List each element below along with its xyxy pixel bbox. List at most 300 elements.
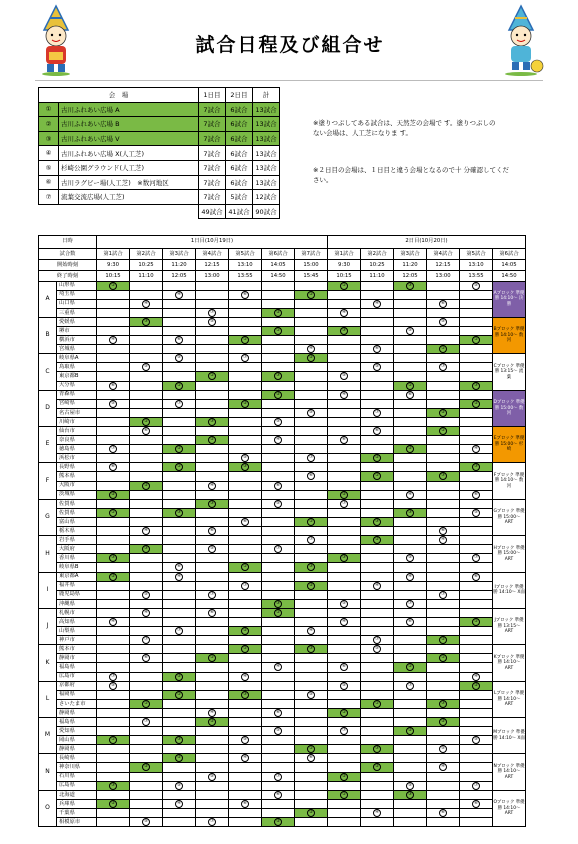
match-cell	[394, 536, 427, 545]
start-time: 11:20	[394, 259, 427, 270]
match-cell	[427, 363, 460, 372]
end-time: 10:15	[328, 270, 361, 281]
venue-marker: ⑤	[143, 819, 149, 825]
team-name: 北海道	[57, 790, 97, 799]
group-letter: H	[39, 536, 57, 572]
match-cell	[295, 536, 328, 545]
venue-marker: ⑦	[473, 555, 479, 561]
match-cell	[262, 463, 295, 472]
match-cell	[295, 317, 328, 326]
match-cell	[427, 745, 460, 754]
match-cell	[130, 636, 163, 645]
team-name: 愛媛県	[57, 317, 97, 326]
match-cell	[295, 818, 328, 827]
venue-marker: ①	[143, 700, 149, 706]
venue-marker: ④	[308, 346, 314, 352]
venue-marker: ②	[473, 682, 479, 688]
match-cell	[196, 663, 229, 672]
match-cell	[460, 699, 493, 708]
venue-marker: ③	[275, 373, 281, 379]
venue-marker: ⑤	[176, 782, 182, 788]
team-row	[39, 572, 526, 581]
team-name: 茨城県	[57, 490, 97, 499]
match-cell	[295, 617, 328, 626]
team-name: 奈良県	[57, 436, 97, 445]
venue-marker: ⑦	[374, 637, 380, 643]
end-time-row-label: 終了時刻	[39, 270, 97, 281]
venue-marker: ②	[440, 637, 446, 643]
team-row	[39, 527, 526, 536]
match-cell	[460, 772, 493, 781]
match-cell	[163, 308, 196, 317]
team-name: 熊本県	[57, 472, 97, 481]
match-label: 第6試合	[493, 248, 526, 259]
match-cell	[97, 727, 130, 736]
team-name: 岐阜県B	[57, 563, 97, 572]
match-cell	[262, 336, 295, 345]
match-cell	[328, 654, 361, 663]
match-cell	[394, 326, 427, 335]
match-cell	[460, 654, 493, 663]
match-cell	[295, 427, 328, 436]
venue-marker: ⑤	[308, 409, 314, 415]
match-cell	[361, 545, 394, 554]
match-cell	[130, 354, 163, 363]
match-cell	[460, 345, 493, 354]
match-cell	[394, 308, 427, 317]
venue-marker: ④	[110, 618, 116, 624]
match-cell	[328, 736, 361, 745]
team-row	[39, 481, 526, 490]
match-cell	[163, 636, 196, 645]
match-cell	[196, 781, 229, 790]
match-label: 第6試合	[262, 248, 295, 259]
venue-marker: ②	[374, 764, 380, 770]
team-row	[39, 608, 526, 617]
match-cell	[427, 536, 460, 545]
match-cell	[361, 472, 394, 481]
match-cell	[427, 427, 460, 436]
team-name: さいたま市	[57, 699, 97, 708]
match-cell	[130, 545, 163, 554]
match-cell	[361, 490, 394, 499]
match-cell	[394, 736, 427, 745]
match-cell	[97, 381, 130, 390]
match-cell	[427, 690, 460, 699]
venue-day1-count: 7試合	[199, 146, 226, 161]
match-cell	[163, 317, 196, 326]
match-cell	[97, 799, 130, 808]
team-row	[39, 445, 526, 454]
match-cell	[295, 472, 328, 481]
match-cell	[229, 708, 262, 717]
match-cell	[328, 608, 361, 617]
match-cell	[130, 681, 163, 690]
match-cell	[361, 563, 394, 572]
venue-marker: ⑦	[143, 637, 149, 643]
team-name: 岡山県	[57, 736, 97, 745]
match-cell	[295, 699, 328, 708]
match-cell	[394, 745, 427, 754]
team-row	[39, 308, 526, 317]
match-cell	[328, 381, 361, 390]
match-cell	[394, 445, 427, 454]
match-cell	[460, 790, 493, 799]
venue-marker: ⑤	[473, 282, 479, 288]
venue-marker: ⑥	[275, 482, 281, 488]
match-cell	[460, 590, 493, 599]
match-cell	[163, 599, 196, 608]
team-name: 千葉県	[57, 808, 97, 817]
match-cell	[361, 763, 394, 772]
match-cell	[229, 627, 262, 636]
match-cell	[394, 654, 427, 663]
match-label: 第3試合	[163, 248, 196, 259]
match-cell	[229, 663, 262, 672]
match-cell	[196, 527, 229, 536]
match-label-row-label: 試合数	[39, 248, 97, 259]
page-title: 試合日程及び組合せ	[195, 34, 385, 56]
match-cell	[394, 490, 427, 499]
venue-marker: ⑤	[308, 691, 314, 697]
venue-marker: ⑤	[275, 418, 281, 424]
match-cell	[460, 299, 493, 308]
team-row	[39, 617, 526, 626]
venue-name: 古川ふれあい広場 A	[59, 102, 199, 117]
match-cell	[295, 763, 328, 772]
match-cell	[196, 790, 229, 799]
match-cell	[427, 581, 460, 590]
match-cell	[262, 517, 295, 526]
match-label: 第1試合	[97, 248, 130, 259]
venue-marker: ⑤	[176, 355, 182, 361]
venue-marker: ④	[242, 755, 248, 761]
match-cell	[427, 508, 460, 517]
match-cell	[130, 481, 163, 490]
match-cell	[163, 445, 196, 454]
match-cell	[163, 590, 196, 599]
match-cell	[328, 636, 361, 645]
venue-marker: ②	[341, 773, 347, 779]
match-cell	[97, 645, 130, 654]
match-cell	[361, 636, 394, 645]
match-cell	[196, 772, 229, 781]
match-cell	[328, 326, 361, 335]
venue-number: ⑥	[39, 175, 59, 190]
match-cell	[130, 499, 163, 508]
match-cell	[427, 399, 460, 408]
match-cell	[361, 527, 394, 536]
match-cell	[262, 745, 295, 754]
match-cell	[295, 445, 328, 454]
venue-marker: ②	[407, 728, 413, 734]
venue-day1-count: 7試合	[199, 160, 226, 175]
match-cell	[328, 590, 361, 599]
match-cell	[262, 345, 295, 354]
match-cell	[229, 499, 262, 508]
match-cell	[97, 354, 130, 363]
venue-marker: ⑦	[341, 500, 347, 506]
match-cell	[460, 608, 493, 617]
match-cell	[97, 681, 130, 690]
match-cell	[427, 445, 460, 454]
match-cell	[130, 281, 163, 290]
venue-marker: ⑤	[473, 509, 479, 515]
group-letter: K	[39, 645, 57, 681]
venue-marker: ①	[242, 564, 248, 570]
match-cell	[328, 563, 361, 572]
team-row	[39, 417, 526, 426]
match-cell	[97, 290, 130, 299]
match-cell	[196, 627, 229, 636]
match-cell	[262, 736, 295, 745]
venue-header-total: 計	[253, 88, 280, 103]
start-time: 11:20	[163, 259, 196, 270]
group-letter: F	[39, 463, 57, 499]
venue-marker: ①	[374, 700, 380, 706]
match-cell	[196, 681, 229, 690]
venue-row	[39, 160, 280, 175]
team-row	[39, 326, 526, 335]
team-name: 宮崎県	[57, 399, 97, 408]
match-cell	[130, 527, 163, 536]
match-cell	[130, 517, 163, 526]
group-letter: M	[39, 718, 57, 754]
match-cell	[163, 654, 196, 663]
match-cell	[196, 745, 229, 754]
team-row	[39, 790, 526, 799]
match-cell	[163, 490, 196, 499]
venue-marker: ①	[209, 655, 215, 661]
team-row	[39, 627, 526, 636]
match-cell	[97, 808, 130, 817]
match-cell	[361, 772, 394, 781]
match-cell	[427, 481, 460, 490]
venue-marker: ⑥	[275, 709, 281, 715]
venue-marker: ①	[110, 282, 116, 288]
match-cell	[229, 672, 262, 681]
end-time: 12:05	[394, 270, 427, 281]
match-cell	[130, 563, 163, 572]
match-cell	[361, 672, 394, 681]
match-cell	[295, 599, 328, 608]
match-cell	[196, 345, 229, 354]
match-cell	[163, 727, 196, 736]
match-cell	[229, 599, 262, 608]
match-cell	[196, 645, 229, 654]
match-cell	[163, 799, 196, 808]
team-row	[39, 581, 526, 590]
match-cell	[262, 308, 295, 317]
team-row	[39, 799, 526, 808]
match-cell	[394, 572, 427, 581]
block-final-note: Fブロック 準優勝 14:10～ 数河	[493, 463, 526, 499]
match-cell	[97, 508, 130, 517]
match-cell	[295, 736, 328, 745]
match-label: 第7試合	[295, 248, 328, 259]
match-cell	[229, 354, 262, 363]
venue-marker: ③	[374, 518, 380, 524]
match-cell	[97, 772, 130, 781]
venue-marker: ③	[407, 509, 413, 515]
match-cell	[130, 727, 163, 736]
venue-row	[39, 146, 280, 161]
venue-marker: ⑤	[407, 327, 413, 333]
match-cell	[394, 336, 427, 345]
match-cell	[97, 563, 130, 572]
match-cell	[229, 336, 262, 345]
venue-marker: ⑦	[308, 455, 314, 461]
match-cell	[262, 763, 295, 772]
match-cell	[460, 581, 493, 590]
match-cell	[328, 690, 361, 699]
match-cell	[262, 554, 295, 563]
match-cell	[196, 363, 229, 372]
match-cell	[460, 799, 493, 808]
match-cell	[97, 427, 130, 436]
match-cell	[427, 627, 460, 636]
match-cell	[460, 436, 493, 445]
match-cell	[130, 381, 163, 390]
team-name: 神戸市	[57, 636, 97, 645]
team-name: 鹿児島県	[57, 590, 97, 599]
match-cell	[163, 554, 196, 563]
match-cell	[295, 790, 328, 799]
match-cell	[97, 536, 130, 545]
match-cell	[394, 754, 427, 763]
match-cell	[196, 554, 229, 563]
match-cell	[295, 781, 328, 790]
match-cell	[361, 354, 394, 363]
match-cell	[328, 527, 361, 536]
match-cell	[130, 345, 163, 354]
end-time: 11:10	[361, 270, 394, 281]
match-cell	[229, 727, 262, 736]
match-cell	[262, 617, 295, 626]
venue-marker: ⑦	[143, 719, 149, 724]
match-cell	[229, 308, 262, 317]
match-cell	[328, 417, 361, 426]
header-date: 日時	[39, 236, 97, 249]
note-turf: ※塗りつぶしてある試合は、天然芝の会場で す。塗りつぶしのない会場は、人工芝になりま す。	[313, 119, 496, 137]
start-time: 14:05	[262, 259, 295, 270]
team-name: 徳島県	[57, 445, 97, 454]
team-row	[39, 599, 526, 608]
match-cell	[328, 708, 361, 717]
match-cell	[97, 763, 130, 772]
match-cell	[394, 508, 427, 517]
venue-marker: ④	[176, 800, 182, 806]
match-cell	[130, 781, 163, 790]
match-cell	[460, 636, 493, 645]
match-cell	[394, 481, 427, 490]
team-row	[39, 399, 526, 408]
group-letter: B	[39, 317, 57, 353]
venue-marker: ③	[176, 737, 182, 743]
venue-marker: ⑦	[176, 628, 182, 634]
start-time: 12:15	[427, 259, 460, 270]
team-name: 東京都B	[57, 372, 97, 381]
match-cell	[394, 718, 427, 727]
match-cell	[163, 736, 196, 745]
match-cell	[97, 608, 130, 617]
venue-marker: ⑥	[341, 664, 347, 670]
match-cell	[229, 417, 262, 426]
match-cell	[295, 690, 328, 699]
match-cell	[229, 436, 262, 445]
team-row	[39, 517, 526, 526]
match-cell	[328, 645, 361, 654]
match-cell	[97, 627, 130, 636]
venue-total-all: 90試合	[253, 204, 280, 219]
group-letter: D	[39, 390, 57, 426]
match-cell	[130, 799, 163, 808]
match-cell	[361, 499, 394, 508]
match-cell	[361, 627, 394, 636]
block-final-note: Cブロック 準優勝 13:15～ 流葉	[493, 354, 526, 390]
venue-marker: ⑥	[242, 291, 248, 297]
match-cell	[262, 681, 295, 690]
team-name: 京都府	[57, 681, 97, 690]
match-cell	[196, 672, 229, 681]
match-cell	[229, 472, 262, 481]
team-row	[39, 508, 526, 517]
match-cell	[196, 708, 229, 717]
match-cell	[427, 527, 460, 536]
match-cell	[295, 408, 328, 417]
venue-marker: ⑥	[341, 437, 347, 443]
match-cell	[130, 818, 163, 827]
match-cell	[460, 818, 493, 827]
match-cell	[295, 499, 328, 508]
match-cell	[229, 490, 262, 499]
match-cell	[130, 536, 163, 545]
venue-marker: ③	[407, 282, 413, 288]
match-cell	[328, 663, 361, 672]
venue-marker: ④	[209, 709, 215, 715]
venue-marker: ③	[308, 564, 314, 570]
match-cell	[97, 554, 130, 563]
match-cell	[328, 299, 361, 308]
venue-marker: ②	[407, 446, 413, 452]
match-cell	[394, 299, 427, 308]
match-cell	[130, 299, 163, 308]
match-cell	[361, 645, 394, 654]
match-cell	[394, 381, 427, 390]
match-cell	[196, 654, 229, 663]
team-name: 長野県	[57, 463, 97, 472]
team-name: 埼玉県	[57, 290, 97, 299]
note-venue-change: ※２日目の会場は、１日目と違う会場となるので十 分確認してください。	[313, 166, 510, 184]
match-cell	[163, 281, 196, 290]
venue-marker: ⑤	[143, 591, 149, 597]
match-cell	[427, 336, 460, 345]
match-cell	[97, 590, 130, 599]
match-cell	[328, 336, 361, 345]
match-cell	[361, 326, 394, 335]
start-time: 15:00	[295, 259, 328, 270]
match-cell	[163, 508, 196, 517]
match-cell	[361, 381, 394, 390]
match-cell	[97, 463, 130, 472]
match-cell	[163, 454, 196, 463]
match-cell	[130, 708, 163, 717]
match-cell	[361, 617, 394, 626]
team-row	[39, 818, 526, 827]
match-cell	[328, 599, 361, 608]
group-letter: E	[39, 427, 57, 463]
match-cell	[328, 345, 361, 354]
